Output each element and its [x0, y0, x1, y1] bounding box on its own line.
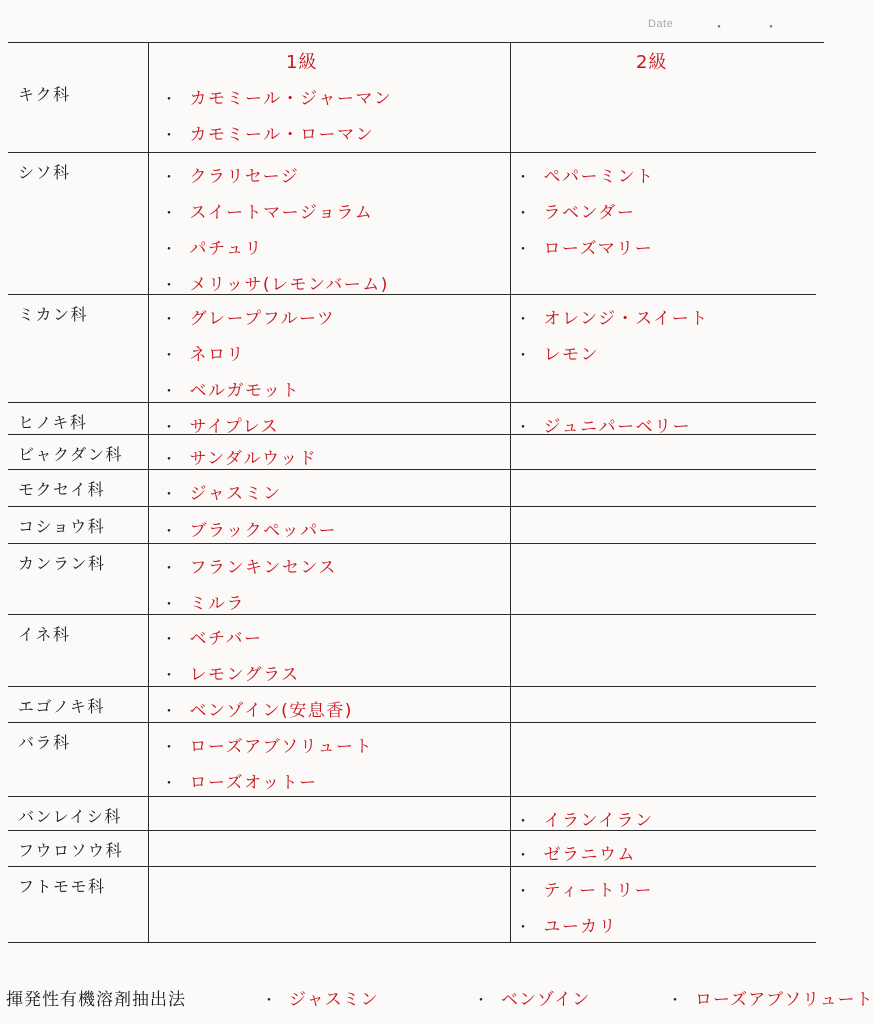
footer-oil-item: ・ ローズアブソリュート [668, 990, 874, 1010]
bullet-mark: ・ [516, 814, 532, 830]
bullet-mark: ・ [162, 170, 178, 186]
essential-oil-item [162, 553, 337, 578]
essential-oil-item [516, 912, 617, 937]
essential-oil-name: ネロリ [189, 345, 245, 365]
bullet-mark: ・ [162, 348, 178, 364]
bullet-mark: ・ [516, 170, 532, 186]
table-row-divider [8, 506, 816, 507]
essential-oil-item [162, 444, 317, 469]
date-separator-dot: ・ [764, 20, 778, 36]
plant-family-label: エゴノキ科 [18, 697, 105, 716]
essential-oil-name: クラリセージ [189, 167, 300, 187]
essential-oil-name: サンダルウッド [189, 449, 318, 469]
table-row-divider [8, 42, 824, 43]
bullet-mark: ・ [516, 848, 532, 864]
grade-1-header: 1級 [286, 52, 318, 73]
table-row-divider [8, 469, 816, 470]
table-row-divider [8, 543, 816, 544]
plant-family-label: バラ科 [18, 733, 71, 752]
bullet-mark: ・ [162, 704, 178, 720]
bullet-mark: ・ [162, 740, 178, 756]
essential-oil-item [162, 340, 245, 365]
bullet-mark: ・ [162, 278, 178, 294]
plant-family-label: モクセイ科 [18, 480, 106, 499]
essential-oil-name: レモン [543, 345, 599, 365]
bullet-mark: ・ [516, 206, 532, 222]
plant-family-label: ミカン科 [18, 305, 89, 324]
table-column-divider [148, 42, 149, 942]
date-label: Date [648, 18, 674, 30]
grade-2-header: 2級 [636, 52, 668, 73]
table-column-divider [510, 42, 511, 942]
essential-oil-name: ベルガモット [189, 381, 300, 401]
essential-oil-item [516, 162, 655, 187]
essential-oil-item [162, 304, 335, 329]
table-row-divider [8, 830, 816, 831]
essential-oil-item [162, 198, 373, 223]
table-row-divider [8, 796, 816, 797]
essential-oil-name: フランキンセンス [189, 558, 337, 578]
essential-oil-name: ゼラニウム [543, 845, 636, 865]
bullet-mark: ・ [162, 206, 178, 222]
plant-family-label: カンラン科 [18, 554, 106, 573]
bullet-mark: ・ [516, 420, 532, 436]
essential-oil-name: ユーカリ [543, 917, 618, 937]
oil-classification-table [8, 0, 840, 960]
bullet-mark: ・ [162, 128, 178, 144]
table-row-divider [8, 614, 816, 615]
essential-oil-name: グレープフルーツ [189, 309, 336, 329]
essential-oil-item [516, 304, 709, 329]
bullet-mark: ・ [162, 632, 178, 648]
bullet-mark: ・ [162, 776, 178, 792]
bullet-mark: ・ [162, 487, 178, 503]
plant-family-label: ビャクダン科 [18, 445, 123, 464]
essential-oil-item [162, 696, 353, 721]
essential-oil-name: オレンジ・スイート [543, 309, 709, 329]
essential-oil-item [162, 120, 374, 145]
plant-family-label: フウロソウ科 [18, 841, 124, 860]
table-row-divider [8, 722, 816, 723]
bullet-mark: ・ [516, 348, 532, 364]
essential-oil-name: パチュリ [189, 239, 263, 259]
essential-oil-name: カモミール・ジャーマン [189, 89, 393, 109]
bullet-mark: ・ [162, 452, 178, 468]
table-row-divider [8, 434, 816, 435]
essential-oil-name: ティートリー [543, 881, 654, 901]
essential-oil-name: ラベンダー [543, 203, 636, 223]
bullet-mark: ・ [162, 524, 178, 540]
essential-oil-item [162, 412, 279, 437]
essential-oil-name: ジュニパーベリー [543, 417, 692, 437]
essential-oil-item [516, 876, 653, 901]
essential-oil-item [162, 234, 263, 259]
essential-oil-item [162, 376, 300, 401]
essential-oil-name: イランイラン [543, 811, 654, 831]
plant-family-label: バンレイシ科 [18, 807, 122, 826]
bullet-mark: ・ [162, 92, 178, 108]
essential-oil-name: スイートマージョラム [189, 203, 374, 223]
table-row-divider [8, 686, 816, 687]
essential-oil-name: ペパーミント [543, 167, 655, 187]
essential-oil-item [516, 198, 635, 223]
footer-oil-item: ・ ジャスミン [262, 990, 379, 1010]
essential-oil-name: カモミール・ローマン [189, 125, 375, 145]
essential-oil-name: ミルラ [189, 594, 245, 614]
essential-oil-item [162, 162, 299, 187]
essential-oil-name: ローズアブソリュート [189, 737, 374, 757]
plant-family-label: イネ科 [18, 625, 71, 644]
essential-oil-item [162, 270, 389, 295]
essential-oil-item [162, 516, 337, 541]
bullet-mark: ・ [162, 561, 178, 577]
date-separator-dot: ・ [712, 20, 726, 36]
essential-oil-item [516, 412, 691, 437]
essential-oil-name: ローズマリー [543, 239, 654, 259]
essential-oil-name: ベチバー [189, 629, 263, 649]
essential-oil-item [516, 340, 599, 365]
bullet-mark: ・ [162, 384, 178, 400]
plant-family-label: ヒノキ科 [18, 413, 88, 432]
essential-oil-name: ローズオットー [189, 773, 318, 793]
essential-oil-name: ジャスミン [189, 484, 282, 504]
footer-oil-item: ・ ベンゾイン [474, 990, 591, 1010]
essential-oil-item [162, 768, 318, 793]
table-row-divider [8, 152, 816, 153]
essential-oil-item [516, 234, 653, 259]
plant-family-label: シソ科 [18, 163, 71, 182]
table-row-divider [8, 942, 816, 943]
plant-family-label: コショウ科 [18, 517, 106, 536]
bullet-mark: ・ [162, 242, 178, 258]
bullet-mark: ・ [162, 420, 178, 436]
essential-oil-item [162, 624, 262, 649]
plant-family-label: キク科 [18, 85, 71, 104]
table-row-divider [8, 294, 816, 295]
bullet-mark: ・ [516, 884, 532, 900]
essential-oil-name: メリッサ(レモンバーム) [189, 275, 389, 295]
bullet-mark: ・ [162, 597, 178, 613]
essential-oil-name: ベンゾイン(安息香) [189, 701, 353, 721]
table-row-divider [8, 866, 816, 867]
bullet-mark: ・ [516, 312, 532, 328]
essential-oil-name: レモングラス [189, 665, 300, 685]
essential-oil-item [162, 660, 300, 685]
essential-oil-item [162, 479, 282, 504]
bullet-mark: ・ [162, 312, 178, 328]
essential-oil-item [516, 806, 654, 831]
plant-family-label: フトモモ科 [18, 877, 106, 896]
bullet-mark: ・ [162, 668, 178, 684]
solvent-extraction-label: 揮発性有機溶剤抽出法 [6, 990, 186, 1010]
essential-oil-item [162, 732, 373, 757]
essential-oil-item [516, 840, 636, 865]
essential-oil-name: ブラックペッパー [189, 521, 338, 541]
bullet-mark: ・ [516, 920, 532, 936]
table-row-divider [8, 402, 816, 403]
essential-oil-item [162, 589, 245, 614]
solvent-extraction-note [6, 985, 874, 1017]
bullet-mark: ・ [516, 242, 532, 258]
essential-oil-name: サイプレス [189, 417, 280, 437]
essential-oil-item [162, 84, 392, 109]
